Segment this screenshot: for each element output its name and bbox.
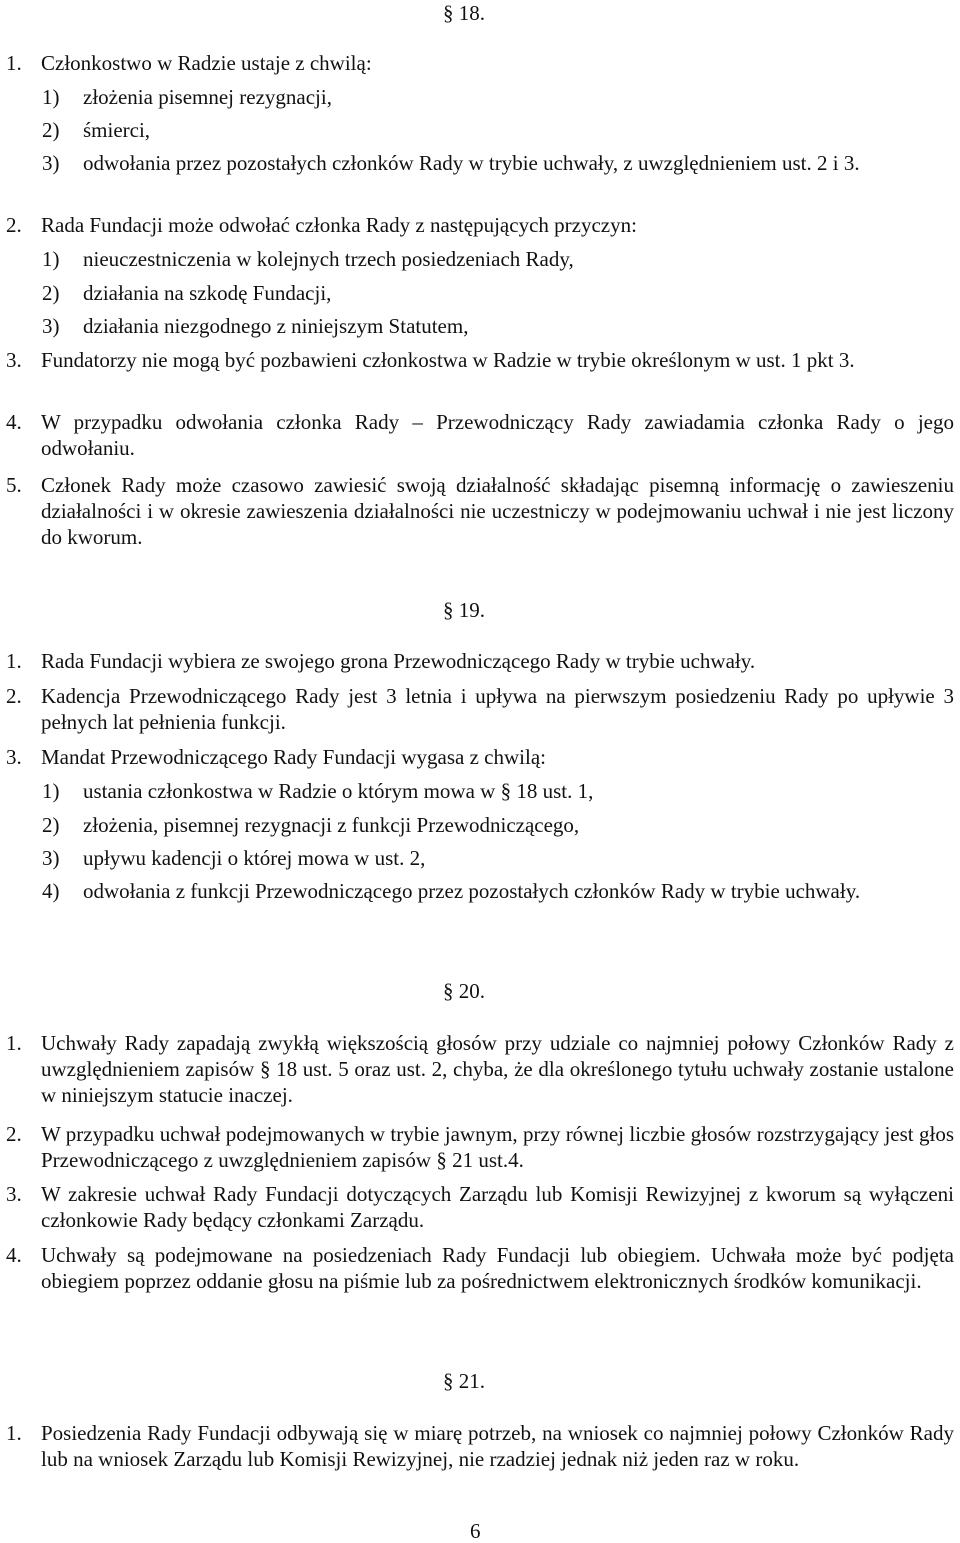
paragraph-20-2 (6, 1121, 954, 1173)
paragraph-text: W przypadku odwołania członka Rady – Przewodniczący Rady zawiadamia członka Rady o jego odwołaniu. (41, 410, 954, 460)
paragraph-number: 2. (6, 684, 22, 708)
paragraph-text: W zakresie uchwał Rady Fundacji dotyczących Zarządu lub Komisji Rewizyjnej z kworum są wyłączeni członkowie Rady będący członkami Zarządu. (41, 1182, 954, 1232)
point-text: upływu kadencji o której mowa w ust. 2, (83, 846, 426, 870)
point-text: odwołania z funkcji Przewodniczącego przez pozostałych członków Rady w trybie uchwały. (83, 879, 861, 903)
paragraph-number: 1. (6, 1031, 22, 1055)
point-19-3-3 (42, 845, 954, 871)
point-number: 3) (42, 314, 60, 338)
page-number: 6 (470, 1519, 481, 1543)
point-text: ustania członkostwa w Radzie o którym mowa w § 18 ust. 1, (83, 779, 594, 803)
point-number: 2) (42, 281, 60, 305)
paragraph-text: Uchwały Rady zapadają zwykłą większością głosów przy udziale co najmniej połowy Członków Rady z uwzględnieniem zapisów § 18 ust. 5 oraz ust. 2, chyba, że dla określonego tytułu uchwały zostanie ustalone w niniejszym statucie inaczej. (41, 1031, 954, 1107)
point-number: 3) (42, 151, 60, 175)
section-heading-20: § 20. (443, 979, 485, 1003)
section-heading-18: § 18. (443, 1, 485, 25)
paragraph-text: W przypadku uchwał podejmowanych w trybie jawnym, przy równej liczbie głosów rozstrzygający jest głos Przewodniczącego z uwzględnieniem zapisów § 21 ust.4. (41, 1122, 954, 1172)
paragraph-19-3 (6, 744, 954, 770)
point-18-2-2 (42, 280, 954, 306)
point-text: nieuczestniczenia w kolejnych trzech posiedzeniach Rady, (83, 247, 574, 271)
point-18-1-2 (42, 117, 954, 143)
paragraph-text: Posiedzenia Rady Fundacji odbywają się w miarę potrzeb, na wniosek co najmniej połowy Członków Rady lub na wniosek Zarządu lub Komisji Rewizyjnej, nie rzadziej jednak niż jeden raz w roku. (41, 1421, 954, 1471)
paragraph-text: Członek Rady może czasowo zawiesić swoją działalność składając pisemną informację o zawieszeniu działalności i w okresie zawieszenia działalności nie uczestniczy w podejmowaniu uchwał i nie jest liczony do kworum. (41, 473, 954, 549)
point-number: 1) (42, 247, 60, 271)
point-18-2-3 (42, 313, 954, 339)
point-text: działania na szkodę Fundacji, (83, 281, 332, 305)
paragraph-number: 1. (6, 51, 22, 75)
paragraph-text: Mandat Przewodniczącego Rady Fundacji wygasa z chwilą: (41, 745, 546, 769)
paragraph-number: 1. (6, 649, 22, 673)
paragraph-20-1 (6, 1030, 954, 1108)
paragraph-text: Fundatorzy nie mogą być pozbawieni członkostwa w Radzie w trybie określonym w ust. 1 pkt 3. (41, 348, 855, 372)
paragraph-number: 3. (6, 348, 22, 372)
point-number: 2) (42, 118, 60, 142)
paragraph-text: Członkostwo w Radzie ustaje z chwilą: (41, 51, 372, 75)
paragraph-18-3 (6, 347, 954, 373)
paragraph-20-4 (6, 1242, 954, 1294)
paragraph-21-1 (6, 1420, 954, 1472)
point-19-3-2 (42, 812, 954, 838)
paragraph-number: 3. (6, 1182, 22, 1206)
point-19-3-4 (42, 878, 954, 904)
paragraph-text: Rada Fundacji może odwołać członka Rady z następujących przyczyn: (41, 213, 637, 237)
paragraph-number: 2. (6, 213, 22, 237)
point-number: 1) (42, 779, 60, 803)
paragraph-number: 2. (6, 1122, 22, 1146)
paragraph-18-2 (6, 212, 954, 238)
paragraph-text: Rada Fundacji wybiera ze swojego grona Przewodniczącego Rady w trybie uchwały. (41, 649, 756, 673)
point-number: 2) (42, 813, 60, 837)
point-text: działania niezgodnego z niniejszym Statutem, (83, 314, 469, 338)
paragraph-number: 4. (6, 410, 22, 434)
paragraph-18-1 (6, 50, 954, 76)
section-heading-21: § 21. (443, 1369, 485, 1393)
paragraph-18-5 (6, 472, 954, 550)
paragraph-19-2 (6, 683, 954, 735)
point-19-3-1 (42, 778, 954, 804)
paragraph-text: Kadencja Przewodniczącego Rady jest 3 letnia i upływa na pierwszym posiedzeniu Rady po upływie 3 pełnych lat pełnienia funkcji. (41, 684, 954, 734)
point-number: 3) (42, 846, 60, 870)
point-text: śmierci, (83, 118, 151, 142)
point-18-1-1 (42, 84, 954, 110)
paragraph-number: 4. (6, 1243, 22, 1267)
paragraph-text: Uchwały są podejmowane na posiedzeniach Rady Fundacji lub obiegiem. Uchwała może być podjęta obiegiem poprzez oddanie głosu na piśmie lub za pośrednictwem elektronicznych środków komunikacji. (41, 1243, 954, 1293)
point-number: 1) (42, 85, 60, 109)
point-text: odwołania przez pozostałych członków Rady w trybie uchwały, z uwzględnieniem ust. 2 i 3. (83, 151, 860, 175)
paragraph-number: 1. (6, 1421, 22, 1445)
point-18-1-3 (42, 150, 954, 176)
paragraph-18-4 (6, 409, 954, 461)
point-number: 4) (42, 879, 60, 903)
paragraph-number: 3. (6, 745, 22, 769)
section-heading-19: § 19. (443, 598, 485, 622)
point-18-2-1 (42, 246, 954, 272)
point-text: złożenia pisemnej rezygnacji, (83, 85, 332, 109)
paragraph-number: 5. (6, 473, 22, 497)
paragraph-19-1 (6, 648, 954, 674)
point-text: złożenia, pisemnej rezygnacji z funkcji Przewodniczącego, (83, 813, 580, 837)
paragraph-20-3 (6, 1181, 954, 1233)
